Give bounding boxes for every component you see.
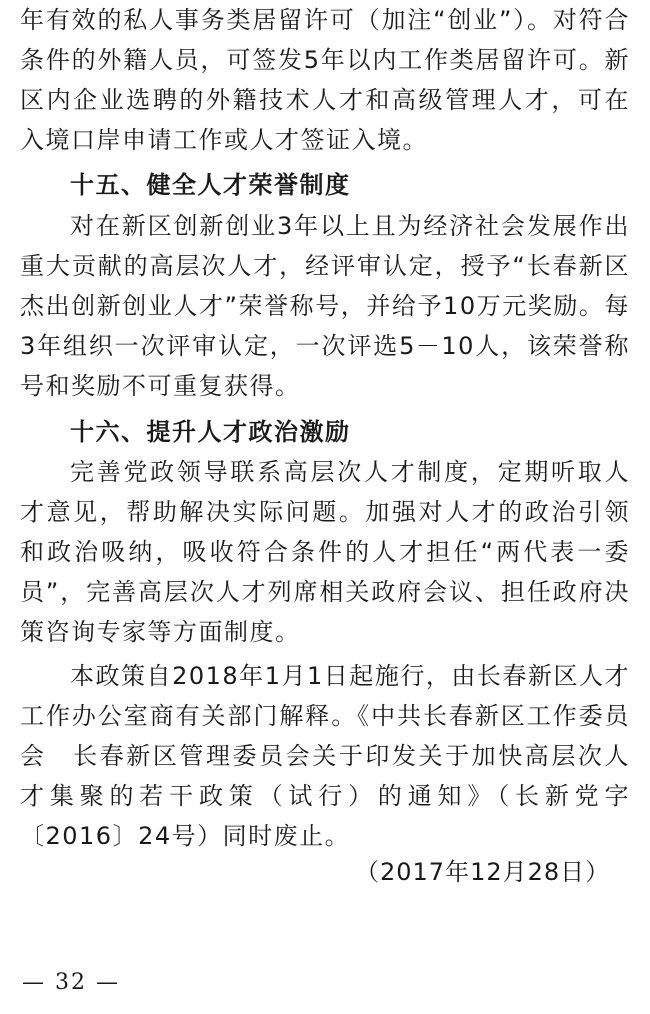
paragraph-effective-date: 本政策自2018年1月1日起施行，由长春新区人才工作办公室商有关部门解释。《中共长春新区工作委员会 长春新区管理委员会关于印发关于加快高层次人才集聚的若干政策（试行）的通知》（长新党字〔2016〕24号）同时废止。: [20, 662, 630, 850]
paragraph-talent-honor: 对在新区创新创业3年以上且为经济社会发展作出重大贡献的高层次人才，经评审认定，授予“长春新区杰出创新创业人才”荣誉称号，并给予10万元奖励。每3年组织一次评审认定，一次评选5－10人，该荣誉称号和奖励不可重复获得。: [20, 212, 630, 400]
heading-political-incentive: 十六、提升人才政治激励: [70, 418, 351, 446]
paragraph-residence-permit: 年有效的私人事务类居留许可（加注“创业”）。对符合条件的外籍人员，可签发5年以内工作类居留许可。新区内企业选聘的外籍技术人才和高级管理人才，可在入境口岸申请工作或人才签证入境。: [20, 6, 630, 154]
heading-talent-honor: 十五、健全人才荣誉制度: [70, 171, 351, 199]
paragraph-political-incentive: 完善党政领导联系高层次人才制度，定期听取人才意见，帮助解决实际问题。加强对人才的政治引领和政治吸纳，吸收符合条件的人才担任“两代表一委员”，完善高层次人才列席相关政府会议、担任政府决策咨询专家等方面制度。: [20, 458, 630, 646]
page-number: — 32 —: [22, 970, 120, 995]
issue-date: （2017年12月28日）: [355, 858, 611, 886]
